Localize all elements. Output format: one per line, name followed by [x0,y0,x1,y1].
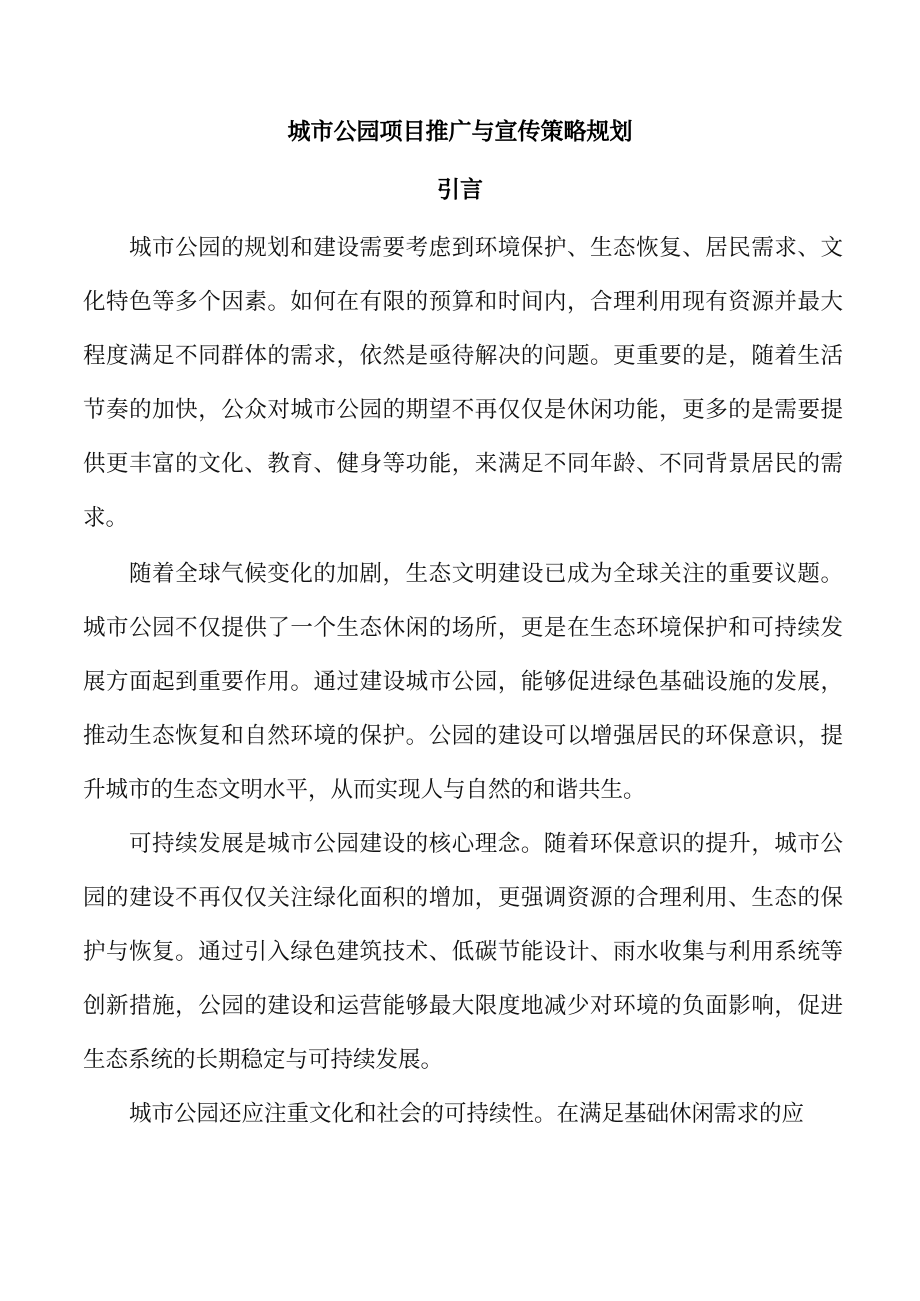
document-title: 城市公园项目推广与宣传策略规划 [287,119,633,145]
paragraph: 城市公园的规划和建设需要考虑到环境保护、生态恢复、居民需求、文化特色等多个因素。如何在有限的预算和时间内，合理利用现有资源并最大程度满足不同群体的需求，依然是亟待解决的问题。更重要的是，随着生活节奏的加快，公众对城市公园的期望不再仅仅是休闲功能，更多的是需要提供更丰富的文化、教育、健身等功能，来满足不同年龄、不同背景居民的需求。 [83,235,843,531]
section-heading: 引言 [437,176,483,203]
paragraph: 城市公园还应注重文化和社会的可持续性。在满足基础休闲需求的应 [129,1101,805,1127]
paragraph: 可持续发展是城市公园建设的核心理念。随着环保意识的提升，城市公园的建设不再仅仅关注绿化面积的增加，更强调资源的合理利用、生态的保护与恢复。通过引入绿色建筑技术、低碳节能设计、雨水收集与利用系统等创新措施，公园的建设和运营能够最大限度地减少对环境的负面影响，促进生态系统的长期稳定与可持续发展。 [83,831,843,1073]
paragraph: 随着全球气候变化的加剧，生态文明建设已成为全球关注的重要议题。城市公园不仅提供了一个生态休闲的场所，更是在生态环境保护和可持续发展方面起到重要作用。通过建设城市公园，能够促进绿色基础设施的发展，推动生态恢复和自然环境的保护。公园的建设可以增强居民的环保意识，提升城市的生态文明水平，从而实现人与自然的和谐共生。 [83,561,843,803]
